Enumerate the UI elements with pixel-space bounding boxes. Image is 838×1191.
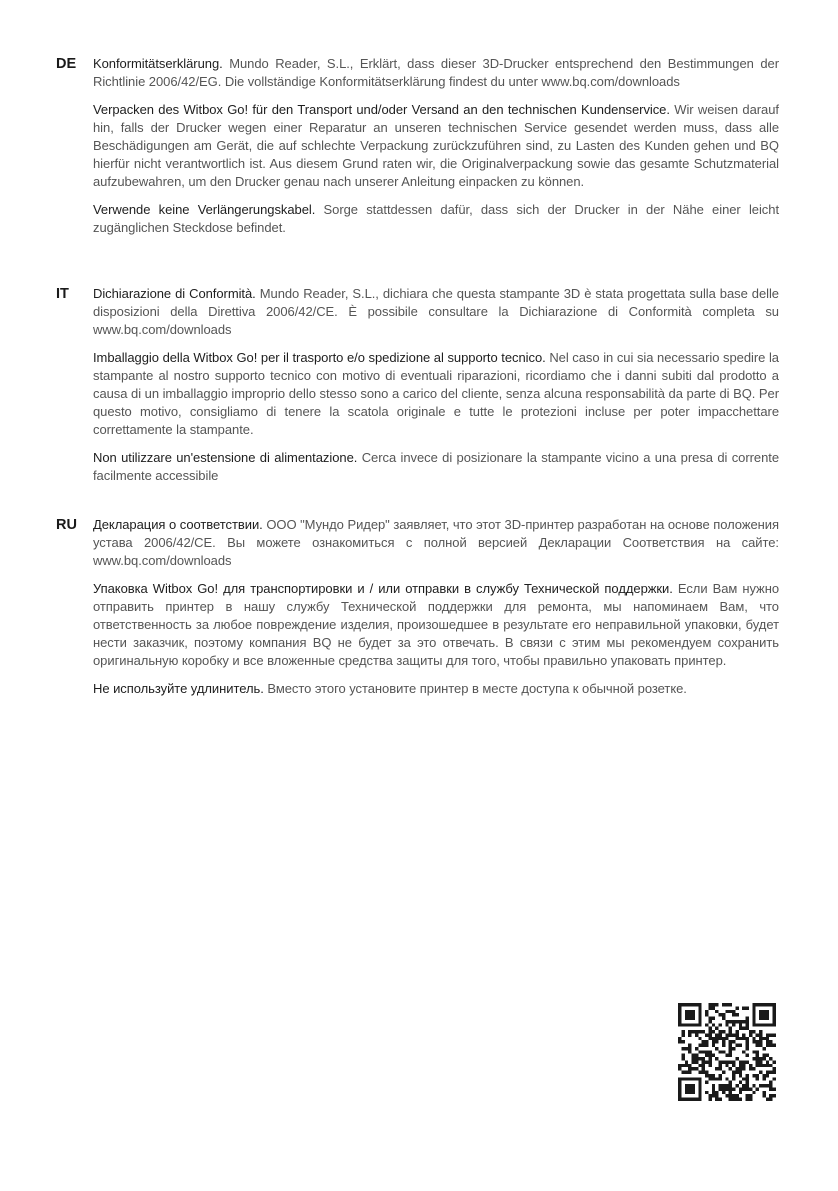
section-body [93, 516, 779, 708]
language-code: IT [56, 286, 69, 302]
section-body [93, 285, 779, 495]
paragraph-text: Если Вам нужно отправить принтер в нашу службу Технической поддержки для ремонта, мы напоминаем Вам, что ответственность за любое повреждение изделия, произошедшее в результате его неправильной упаковки, будет нести заказчик, поэтому компания BQ не будет за это отвечать. В связи с этим мы рекомендуем сохранить оригинальную коробку и все вложенные средства защиты для того, чтобы правильно упаковать принтер. [93, 581, 779, 668]
paragraph-declaration [93, 516, 779, 570]
paragraph-heading: Не используйте удлинитель. [93, 681, 264, 696]
paragraph-heading: Verwende keine Verlängerungskabel. [93, 202, 316, 217]
paragraph-extension [93, 449, 779, 485]
paragraph-text: Вместо этого установите принтер в месте доступа к обычной розетке. [263, 681, 687, 696]
paragraph-declaration [93, 55, 779, 91]
language-code: DE [56, 56, 77, 72]
qr-code-icon [678, 1003, 776, 1101]
paragraph-packaging [93, 101, 779, 191]
paragraph-extension [93, 201, 779, 237]
paragraph-heading: Декларация о соответствии. [93, 517, 263, 532]
paragraph-text: Cerca invece di posizionare la stampante vicino a una presa di corrente facilmente accessibile [93, 450, 780, 483]
paragraph-packaging [93, 580, 779, 670]
paragraph-declaration [93, 285, 779, 339]
paragraph-heading: Non utilizzare un'estensione di alimentazione. [93, 450, 358, 465]
section-body [93, 55, 779, 247]
paragraph-heading: Dichiarazione di Conformità. [93, 286, 256, 301]
paragraph-heading: Konformitätserklärung. [93, 56, 223, 71]
language-code: RU [56, 517, 77, 533]
paragraph-extension [93, 680, 779, 698]
paragraph-text: ООО "Мундо Ридер" заявляет, что этот 3D-принтер разработан на основе положения устава 2006/42/CE. Вы можете ознакомиться с полной версией Декларации Соответствия на сайте: www.bq.com/downloads [93, 517, 780, 568]
paragraph-packaging [93, 349, 779, 439]
paragraph-heading: Упаковка Witbox Go! для транспортировки и / или отправки в службу Технической поддержки. [93, 581, 673, 596]
paragraph-text: Mundo Reader, S.L., dichiara che questa stampante 3D è stata progettata sulla base delle disposizioni della Direttiva 2006/42/CE. È possibile consultare la Dichiarazione di Conformità completa su www.bq.com/downloads [93, 286, 779, 337]
paragraph-text: Wir weisen darauf hin, falls der Drucker wegen einer Reparatur an unseren technischen Service gesendet werden muss, dass alle Beschädigungen am Gerät, die auf schlechte Verpackung zurückzuführen sind, zu Lasten des Kunden gehen und BQ hierfür nicht verantwortlich ist. Aus diesem Grund raten wir, die Originalverpackung sowie das gesamte Schutzmaterial aufzubewahren, um den Drucker genau nach unserer Anleitung einpacken zu können. [93, 102, 779, 189]
paragraph-heading: Verpacken des Witbox Go! für den Transport und/oder Versand an den technischen Kundenservice. [93, 102, 670, 117]
paragraph-heading: Imballaggio della Witbox Go! per il trasporto e/o spedizione al supporto tecnico. [93, 350, 546, 365]
paragraph-text: Sorge stattdessen dafür, dass sich der Drucker in der Nähe einer leicht zugänglichen Steckdose befindet. [93, 202, 779, 235]
paragraph-text: Nel caso in cui sia necessario spedire la stampante al nostro supporto tecnico con motivo di eventuali riparazioni, ricordiamo che i danni subiti dal prodotto a causa di un imballaggio improprio dello stesso sono a carico del cliente, senza alcuna responsabilità da parte di BQ. Per questo motivo, consigliamo di tenere la scatola originale e tutte le protezioni incluse per poter impacchettare correttamente la stampante. [93, 350, 779, 437]
paragraph-text: Mundo Reader, S.L., Erklärt, dass dieser 3D-Drucker entsprechend den Bestimmungen der Richtlinie 2006/42/EG. Die vollständige Konformitätserklärung findest du unter www.bq.com/downloads [93, 56, 779, 89]
